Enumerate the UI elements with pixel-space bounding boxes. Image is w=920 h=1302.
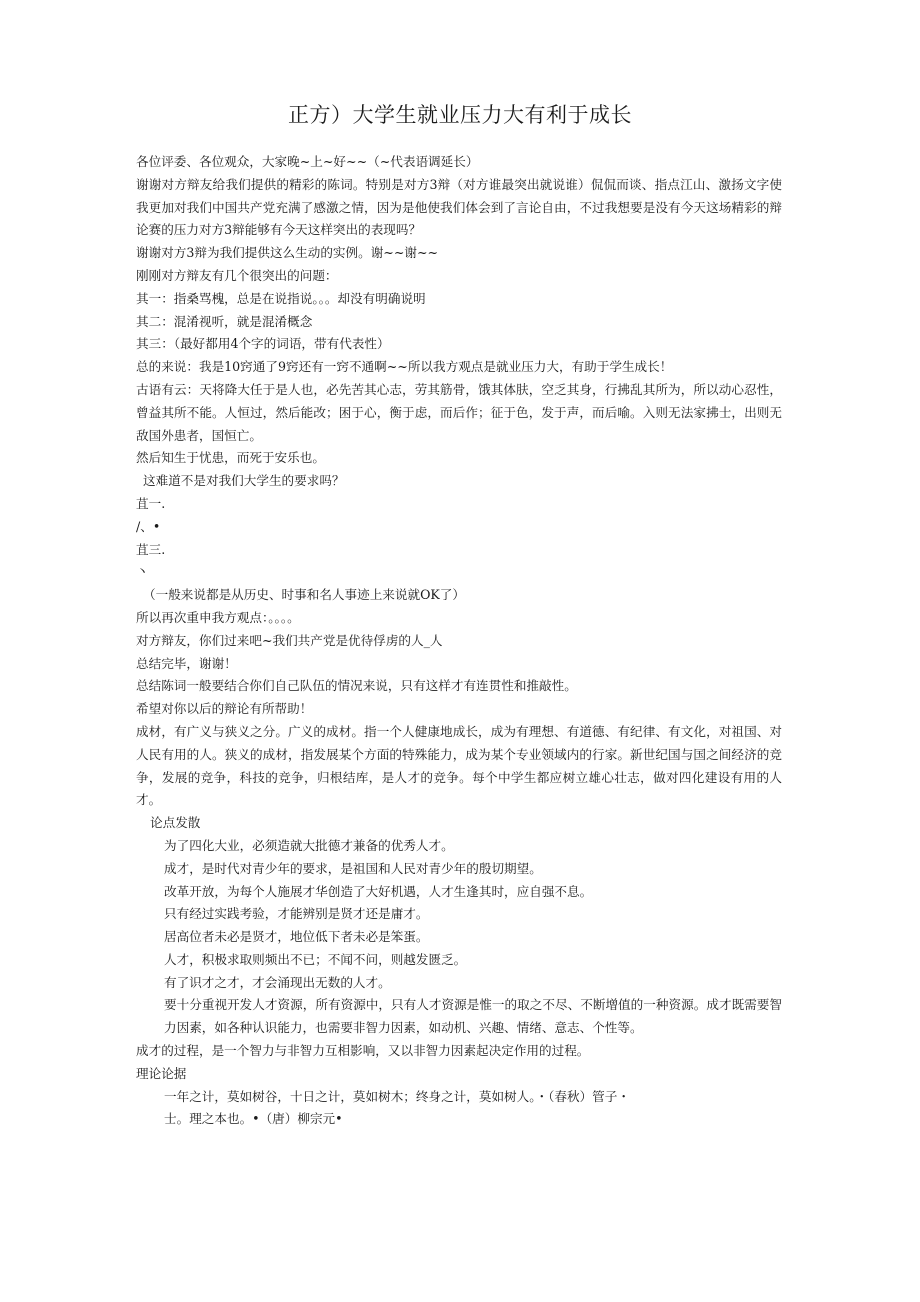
paragraph: 士。理之本也。•（唐）柳宗元• <box>164 1111 343 1127</box>
paragraph: 改革开放，为每个人施展才华创造了大好机遇，人才生逢其时，应自强不息。 <box>164 883 593 899</box>
paragraph: 论点发散 <box>150 815 201 831</box>
paragraph: 一年之计，莫如树谷，十日之计，莫如树木；终身之计，莫如树人。・（春秋）管子・ <box>164 1088 630 1104</box>
paragraph: 所以再次重申我方观点：。。。。 <box>136 609 300 625</box>
paragraph: 成才的过程，是一个智力与非智力互相影响，又以非智力因素起决定作用的过程。 <box>136 1043 590 1059</box>
paragraph: 只有经过实践考验，才能辨别是贤才还是庸才。 <box>164 906 429 922</box>
paragraph: 苴一. <box>136 495 166 511</box>
paragraph: 丶 <box>136 564 149 580</box>
paragraph: 希望对你以后的辩论有所帮助！ <box>136 701 313 717</box>
paragraph: 各位评委、各位观众，大家晚~上~好~~（~代表语调延长） <box>136 154 479 169</box>
document-title: 正方）大学生就业压力大有利于成长 <box>288 103 632 127</box>
document-body <box>136 151 782 1131</box>
paragraph: 居高位者未必是贤才，地位低下者未必是笨蛋。 <box>164 929 429 945</box>
paragraph: 其三：（最好都用4个字的词语，带有代表性） <box>136 336 390 352</box>
paragraph: 总结完毕，谢谢！ <box>136 655 237 671</box>
paragraph: 为了四化大业，必须造就大批德才兼备的优秀人才。 <box>164 837 454 853</box>
paragraph: 成才，是时代对青少年的要求，是祖国和人民对青少年的殷切期望。 <box>164 860 542 876</box>
paragraph: 古语有云：天将降大任于是人也，必先苦其心志，劳其筋骨，饿其体肤，空乏其身，行拂乱其所为，所以动心忍性，曾益其所不能。人恒过，然后能改；困于心，衡于虑，而后作；征于色，发于声，而后喻。入则无法家拂士，出则无敌国外患者，国恒亡。 <box>136 381 782 443</box>
paragraph: 总的来说：我是10窍通了9窍还有一窍不通啊~~所以我方观点是就业压力大，有助于学生成长！ <box>136 359 673 375</box>
paragraph: 人才，积极求取则频出不已；不闻不问，则越发匮乏。 <box>164 951 467 967</box>
paragraph: 其二：混淆视听，就是混淆概念 <box>136 313 313 329</box>
paragraph: 然后知生于忧患，而死于安乐也。 <box>136 450 325 466</box>
paragraph: /、• <box>136 518 161 534</box>
paragraph: 要十分重视开发人才资源，所有资源中，只有人才资源是惟一的取之不尽、不断增值的一种资源。成才既需要智力因素，如各种认识能力，也需要非智力因素，如动机、兴趣、情绪、意志、个性等。 <box>164 997 782 1036</box>
paragraph: 有了识才之才，才会涌现出无数的人才。 <box>164 974 391 990</box>
paragraph: 苴三. <box>136 541 166 557</box>
paragraph: 这难道不是对我们大学生的要求吗？ <box>143 473 345 489</box>
paragraph: （一般来说都是从历史、时事和名人事迹上来说就OK了） <box>143 587 465 603</box>
paragraph: 谢谢对方辩友给我们提供的精彩的陈词。特别是对方3辩（对方谁最突出就说谁）侃侃而谈、指点江山、激扬文字使我更加对我们中国共产党充满了感激之情，因为是他使我们体会到了言论自由，不过我想要是没有今天这场精彩的辩论赛的压力对方3辩能够有今天这样突出的表现吗？ <box>136 176 782 238</box>
paragraph: 其一：指桑骂槐，总是在说指说。。。却没有明确说明 <box>136 290 426 306</box>
paragraph: 谢谢对方3辩为我们提供这么生动的实例。谢~~谢~~ <box>136 245 439 261</box>
paragraph: 对方辩友，你们过来吧~我们共产党是优待俘虏的人_人 <box>136 632 443 648</box>
paragraph: 成材，有广义与狭义之分。广义的成材。指一个人健康地成长，成为有理想、有道德、有纪律、有文化，对祖国、对人民有用的人。狭义的成材，指发展某个方面的特殊能力，成为某个专业领域内的行家。新世纪国与国之间经济的竞争，发展的竞争，科技的竞争，归根结库，是人才的竞争。每个中学生都应树立雄心壮志，做对四化建设有用的人才。 <box>136 723 782 808</box>
paragraph: 总结陈词一般要结合你们自己队伍的情况来说，只有这样才有连贯性和推敲性。 <box>136 678 577 694</box>
paragraph: 理论论据 <box>136 1065 187 1081</box>
paragraph: 刚刚对方辩友有几个很突出的问题： <box>136 267 338 283</box>
